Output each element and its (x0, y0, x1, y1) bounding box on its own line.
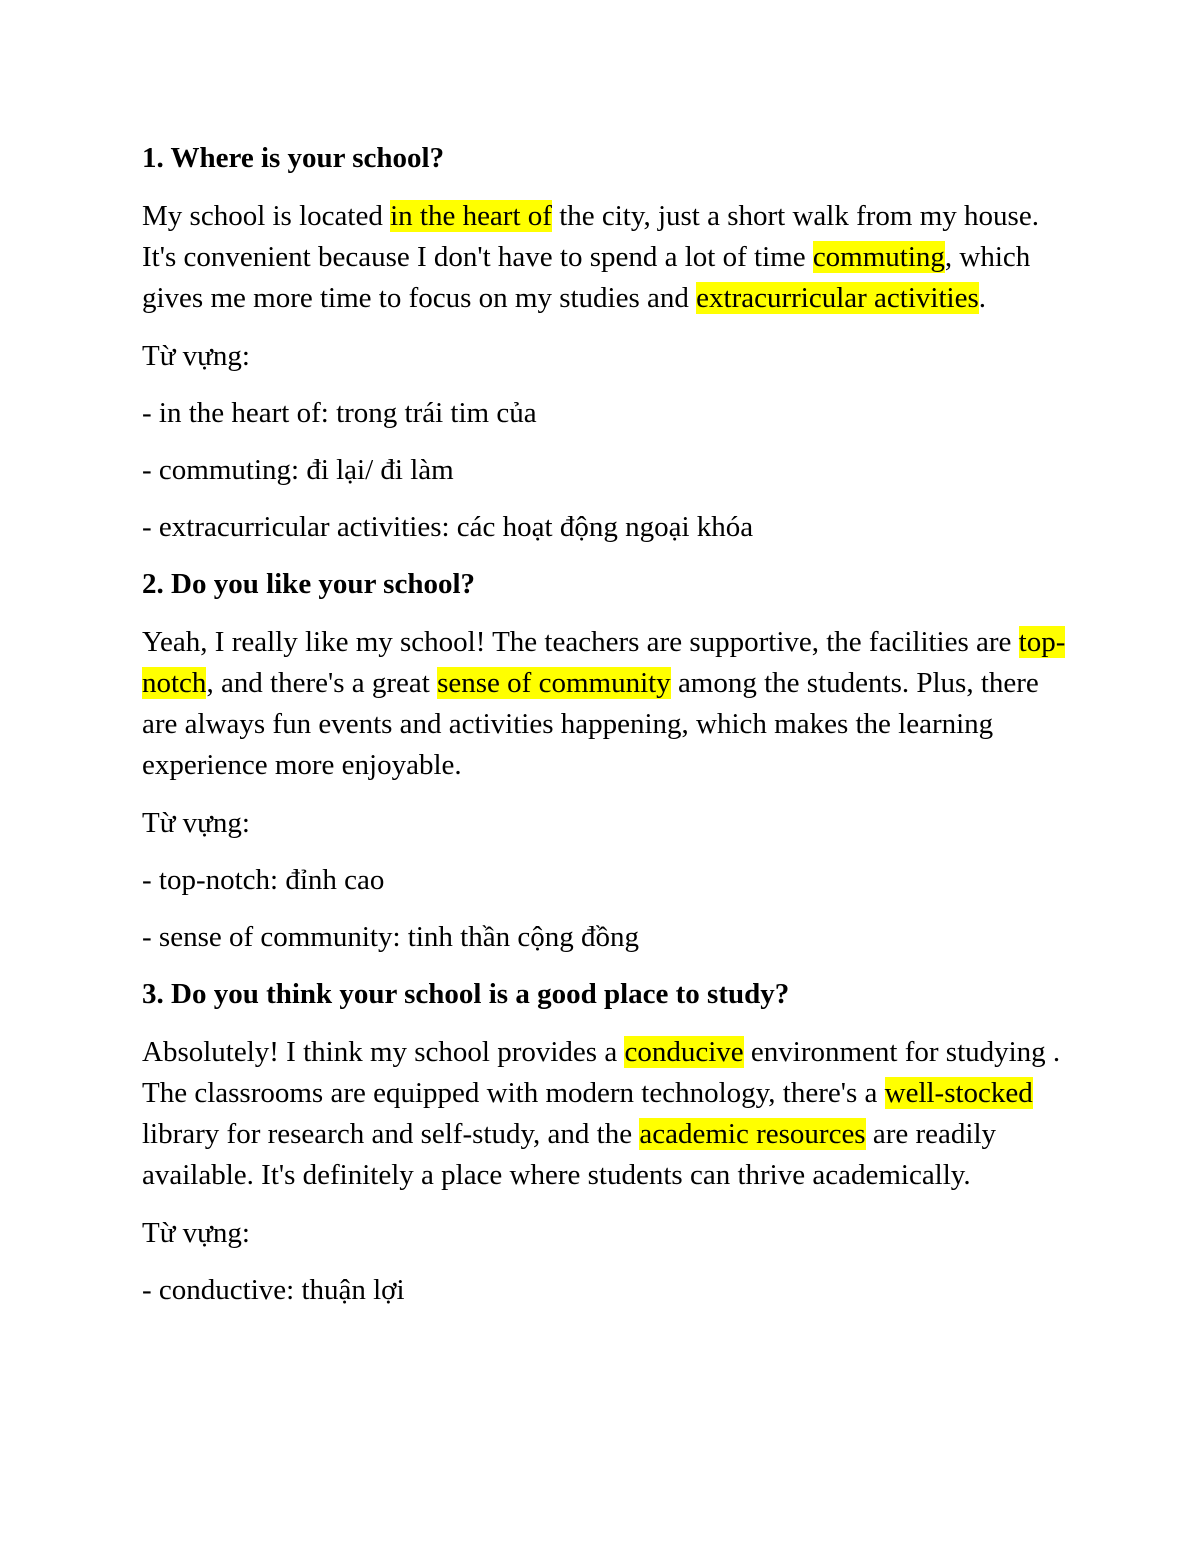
highlighted-phrase: commuting (812, 241, 945, 273)
answer-text: Yeah, I really like my school! The teachers are supportive, the facilities are (142, 626, 1019, 658)
vocab-item: - commuting: đi lại/ đi làm (142, 454, 454, 486)
highlighted-phrase: extracurricular activities (696, 282, 979, 314)
vocab-item: - conductive: thuận lợi (142, 1274, 405, 1306)
answer-text: , and there's a great (206, 667, 438, 699)
highlighted-phrase: conducive (624, 1036, 744, 1068)
vocab-item: - extracurricular activities: các hoạt động ngoại khóa (142, 511, 754, 543)
answer-text: environment for studying . The classrooms are equipped with modern technology, there's a (142, 1036, 1061, 1109)
vocab-title: Từ vựng: (142, 1217, 250, 1249)
document-page (142, 138, 1077, 1327)
vocab-title: Từ vựng: (142, 340, 250, 372)
highlighted-phrase: academic resources (639, 1118, 866, 1150)
highlighted-phrase: in the heart of (390, 200, 552, 232)
highlighted-phrase: top-notch (142, 626, 1066, 699)
answer-text: My school is located (142, 200, 391, 232)
highlighted-phrase: well-stocked (884, 1077, 1033, 1109)
answer-text: the city, just a short walk from my house. It's convenient because I don't have to spend a lot of time (142, 200, 1039, 273)
section-1 (142, 138, 1077, 548)
vocab-item: - top-notch: đỉnh cao (142, 864, 385, 896)
answer-text: library for research and self-study, and the (142, 1118, 640, 1150)
highlighted-phrase: sense of community (437, 667, 671, 699)
answer-text: among the students. Plus, there are always fun events and activities happening, which makes the learning experience more enjoyable. (142, 667, 1039, 781)
section-2 (142, 564, 1077, 958)
answer-text: Absolutely! I think my school provides a (142, 1036, 625, 1068)
answer-paragraph (142, 622, 1077, 786)
answer-text: are readily available. It's definitely a place where students can thrive academically. (142, 1118, 997, 1191)
vocab-item: - in the heart of: trong trái tim của (142, 397, 537, 429)
vocab-item: - sense of community: tinh thần cộng đồng (142, 921, 639, 953)
answer-text: . (978, 282, 986, 314)
question-heading: 1. Where is your school? (142, 142, 445, 174)
section-3 (142, 974, 1077, 1311)
answer-text: , which gives me more time to focus on my studies and (142, 241, 1031, 314)
question-heading: 3. Do you think your school is a good place to study? (142, 978, 790, 1010)
vocab-title: Từ vựng: (142, 807, 250, 839)
question-heading: 2. Do you like your school? (142, 568, 476, 600)
answer-paragraph (142, 196, 1077, 319)
answer-paragraph (142, 1032, 1077, 1196)
